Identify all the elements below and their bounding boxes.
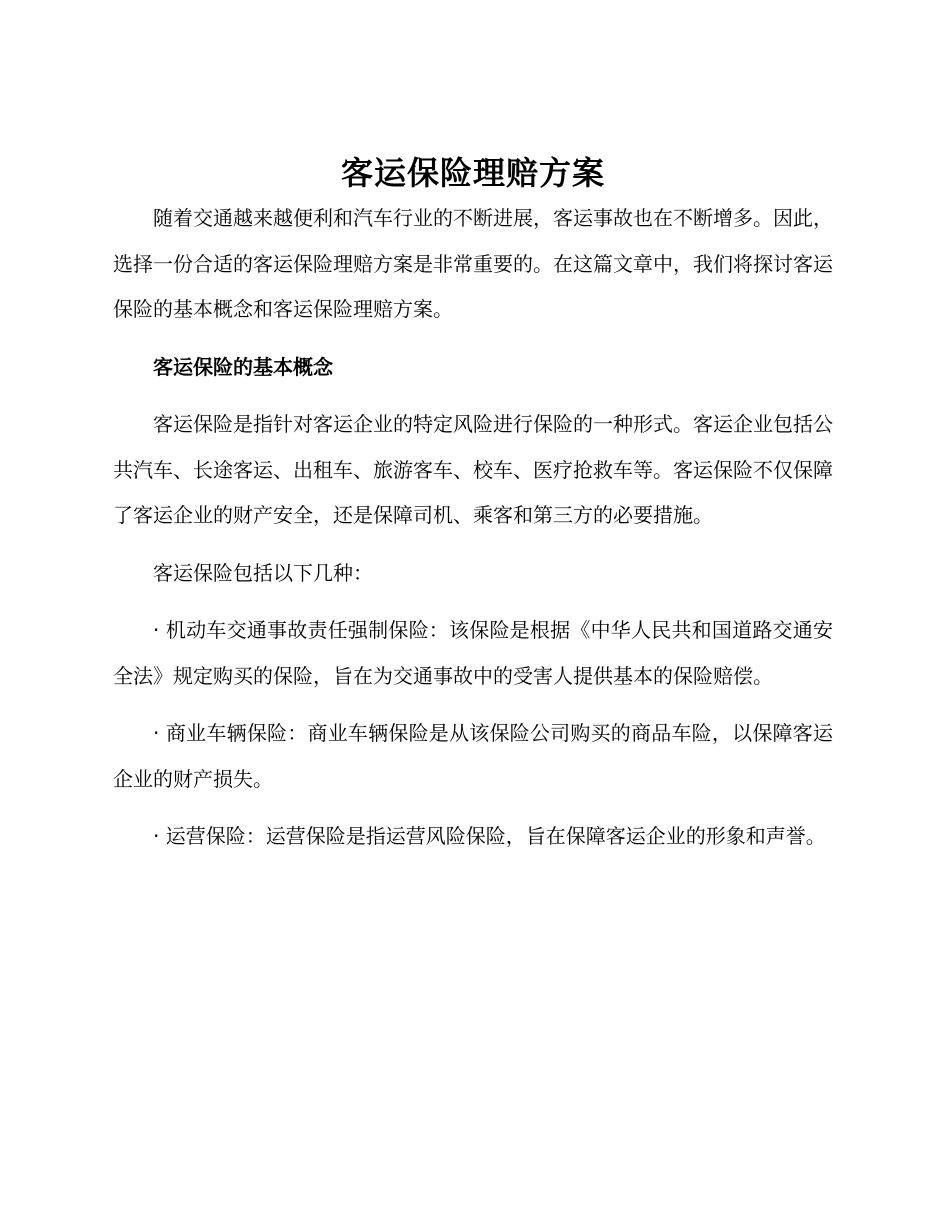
bullet-item-compulsory-insurance: · 机动车交通事故责任强制保险：该保险是根据《中华人民共和国道路交通安全法》规定购买的保险，旨在为交通事故中的受害人提供基本的保险赔偿。 [113,618,833,688]
section-heading-basic-concept: 客运保险的基本概念 [153,354,333,379]
intro-paragraph: 随着交通越来越便利和汽车行业的不断进展，客运事故也在不断增多。因此，选择一份合适的客运保险理赔方案是非常重要的。在这篇文章中，我们将探讨客运保险的基本概念和客运保险理赔方案。 [113,206,833,321]
bullet-item-commercial-insurance: · 商业车辆保险：商业车辆保险是从该保险公司购买的商品车险，以保障客运企业的财产损失。 [113,721,833,791]
spacer [113,802,833,814]
types-intro-paragraph: 客运保险包括以下几种： [153,560,373,585]
bullet-item-operation-insurance: · 运营保险：运营保险是指运营风险保险，旨在保障客运企业的形象和声誉。 [153,824,826,848]
spacer [113,596,833,608]
concept-paragraph: 客运保险是指针对客运企业的特定风险进行保险的一种形式。客运企业包括公共汽车、长途客运、出租车、旅游客车、校车、医疗抢救车等。客运保险不仅保障了客运企业的财产安全，还是保障司机、乘客和第三方的必要措施。 [113,412,833,527]
spacer [113,539,833,551]
spacer [113,390,833,402]
spacer [113,333,833,345]
spacer [113,699,833,711]
document-title: 客运保险理赔方案 [340,154,605,192]
document-content [113,150,833,860]
